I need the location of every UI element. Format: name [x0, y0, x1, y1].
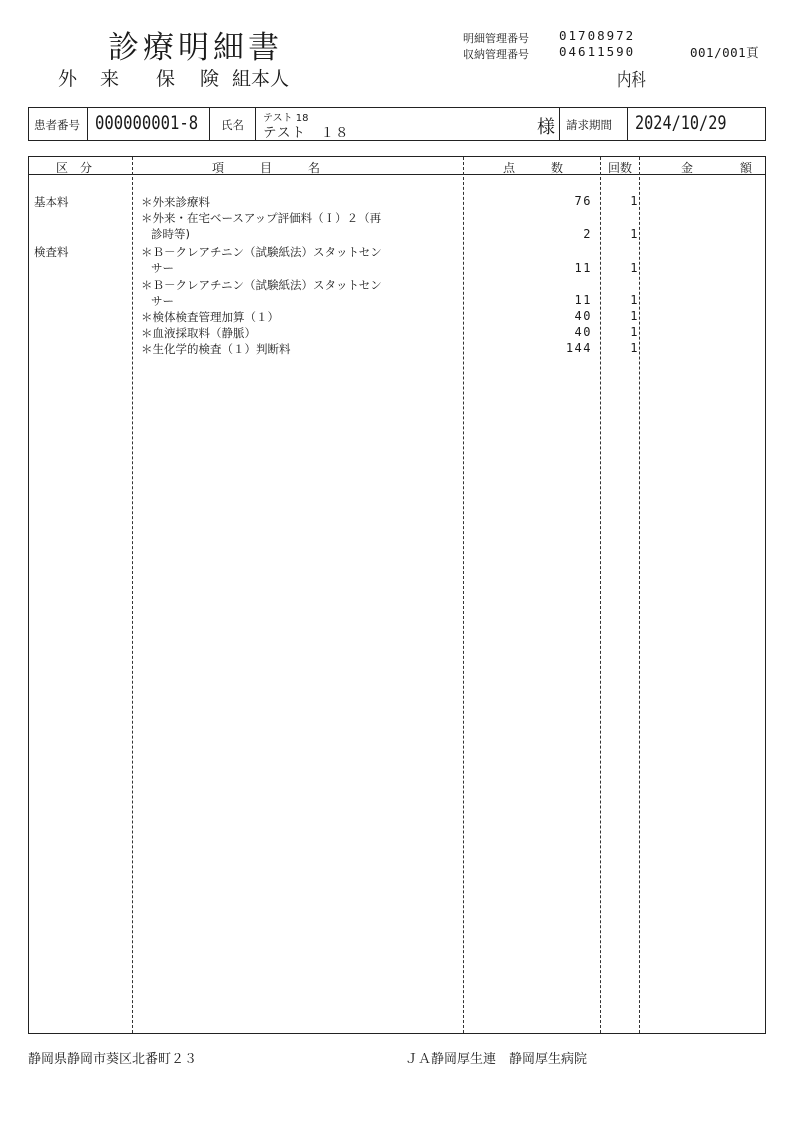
subtitle-char-5: 組本人 — [232, 68, 290, 90]
header-amount-left: 金 — [681, 161, 694, 175]
row-points: 144 — [565, 341, 592, 355]
row-item-line: ＊血液採取料（静脈） — [141, 326, 256, 340]
name-label: 氏名 — [221, 118, 244, 132]
row-count: 1 — [630, 261, 639, 275]
row-item-line: ＊外来・在宅ベースアップ評価料（Ｉ）２（再 — [141, 211, 382, 225]
detail-table — [28, 156, 766, 1034]
header-count: 回数 — [608, 161, 633, 175]
header-item-name: 項 目 名 — [212, 161, 321, 175]
row-item-line: サー — [151, 294, 174, 308]
row-count: 1 — [630, 293, 639, 307]
row-category: 基本料 — [34, 195, 69, 209]
row-item-line: ＊Ｂ－クレアチニン（試験紙法）スタットセン — [141, 278, 382, 292]
subtitle-char-3: 保 — [156, 68, 176, 90]
row-item-line: ＊外来診療料 — [141, 195, 210, 209]
patient-id-label: 患者番号 — [34, 118, 80, 132]
row-item-line: ＊生化学的検査（１）判断料 — [141, 342, 291, 356]
billing-period-value: 2024/10/29 — [635, 112, 727, 134]
row-points: 76 — [574, 194, 592, 208]
row-count: 1 — [630, 325, 639, 339]
receipt-mgmt-label: 収納管理番号 — [463, 48, 529, 61]
billing-period-label: 請求期間 — [566, 118, 612, 132]
row-points: 40 — [574, 325, 592, 339]
patient-info-box — [28, 107, 766, 141]
page-number: 001/001頁 — [690, 45, 760, 60]
subtitle-char-1: 外 — [58, 68, 78, 90]
row-item-line: サー — [151, 261, 174, 275]
row-points: 11 — [574, 293, 592, 307]
header-category: 区 分 — [56, 161, 93, 175]
row-item-line: ＊Ｂ－クレアチニン（試験紙法）スタットセン — [141, 245, 382, 259]
honorific: 様 — [537, 117, 555, 138]
statement-mgmt-value: 01708972 — [559, 28, 636, 43]
row-points: 2 — [583, 227, 592, 241]
hospital-address: 静岡県静岡市葵区北番町２３ — [28, 1052, 198, 1067]
header-amount-right: 額 — [740, 161, 753, 175]
row-count: 1 — [630, 227, 639, 241]
header-points: 点 数 — [503, 161, 564, 175]
hospital-name: ＪＡ静岡厚生連 静岡厚生病院 — [405, 1052, 588, 1067]
document-title: 診療明細書 — [108, 30, 283, 66]
row-count: 1 — [630, 309, 639, 323]
patient-id-value: 000000001-8 — [95, 112, 199, 134]
row-item-line: ＊検体検査管理加算（１） — [141, 310, 279, 324]
subtitle-char-2: 来 — [100, 68, 120, 90]
patient-name: テスト １８ — [263, 125, 350, 141]
row-category: 検査料 — [34, 245, 69, 259]
row-count: 1 — [630, 194, 639, 208]
receipt-mgmt-value: 04611590 — [559, 44, 636, 59]
row-item-line: 診時等) — [151, 227, 190, 241]
name-kana: テスト 18 — [263, 113, 309, 124]
department: 内科 — [617, 70, 646, 91]
subtitle-char-4: 険 — [200, 68, 220, 90]
row-points: 11 — [574, 261, 592, 275]
row-count: 1 — [630, 341, 639, 355]
row-points: 40 — [574, 309, 592, 323]
statement-mgmt-label: 明細管理番号 — [463, 32, 529, 45]
